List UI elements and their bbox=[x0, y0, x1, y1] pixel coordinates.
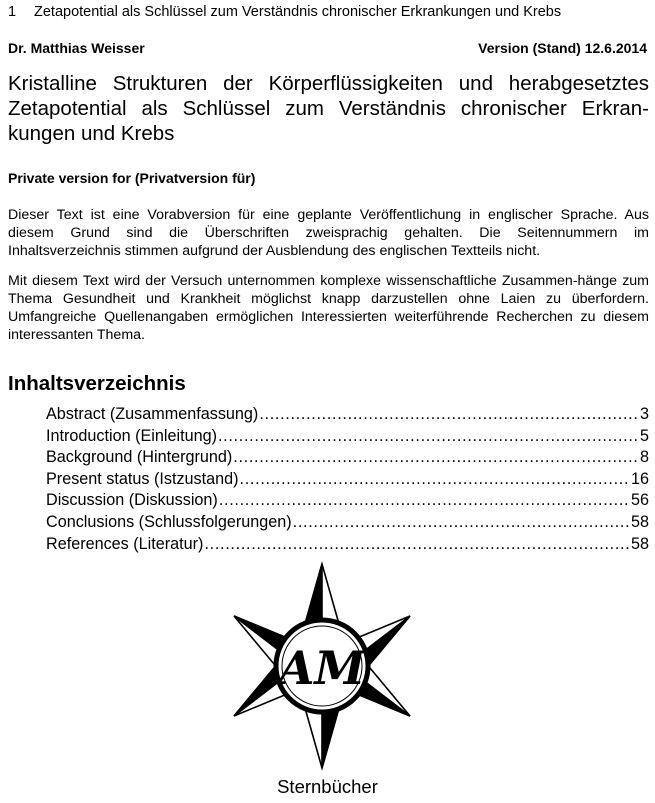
toc-entry-label: Introduction (Einleitung) bbox=[46, 426, 217, 445]
toc-entry[interactable] bbox=[46, 426, 649, 448]
toc-leader bbox=[204, 534, 630, 556]
toc-entry-label: Abstract (Zusammenfassung) bbox=[46, 405, 259, 423]
toc-entry-label: References (Literatur) bbox=[46, 534, 204, 553]
running-head-text: Zetapotential als Schlüssel zum Verständnis chronischer Erkrankungen und Krebs bbox=[34, 4, 562, 20]
version: Version (Stand) 12.6.2014 bbox=[478, 40, 647, 56]
toc-entry[interactable] bbox=[46, 512, 649, 534]
toc-entry[interactable] bbox=[46, 490, 649, 512]
publisher-logo bbox=[226, 560, 418, 772]
toc-entry-label: Background (Hintergrund) bbox=[46, 448, 233, 467]
toc-leader bbox=[233, 447, 639, 469]
toc-entry-label: Conclusions (Schlussfolgerungen) bbox=[46, 512, 292, 531]
logo-monogram: AM bbox=[278, 641, 366, 695]
author: Dr. Matthias Weisser bbox=[8, 40, 145, 56]
toc-entry[interactable] bbox=[46, 404, 649, 426]
toc-entry-page: 3 bbox=[639, 405, 649, 423]
toc-leader bbox=[293, 512, 630, 534]
intro-paragraph: Dieser Text ist eine Vorabversion für eine geplante Veröffentlichung in englischer Sprache. Aus diesem Grund sind die Überschriften zweisprachig gehalten. Die Seitennummern im Inhaltsverzeichnis stimmen aufgrund der Ausblendung des englischen Textteils nicht. bbox=[8, 207, 649, 259]
purpose-paragraph: Mit diesem Text wird der Versuch unternommen komplexe wissenschaftliche Zusammen-hänge zum Thema Gesundheit und Krankheit möglichst knapp darzustellen ohne Laien zu überfordern. Umfangreiche Quellenangaben ermöglichen Interessierten weiterführende Recherchen zu diesem interessanten Thema. bbox=[8, 273, 649, 343]
toc-entry-page: 8 bbox=[639, 448, 649, 467]
toc-entry-label: Present status (Istzustand) bbox=[46, 469, 239, 488]
toc-entry-page: 16 bbox=[630, 469, 649, 488]
toc-heading: Inhaltsverzeichnis bbox=[8, 372, 186, 395]
toc-entry[interactable] bbox=[46, 447, 649, 469]
toc-leader bbox=[218, 426, 639, 448]
toc-leader bbox=[240, 469, 630, 491]
private-version-label: Private version for (Privatversion für) bbox=[8, 170, 256, 186]
toc-entry-page: 5 bbox=[639, 426, 649, 445]
toc-entry[interactable] bbox=[46, 469, 649, 491]
toc-leader bbox=[219, 490, 630, 512]
toc-entry[interactable] bbox=[46, 534, 649, 556]
toc-entry-label: Discussion (Diskussion) bbox=[46, 491, 218, 510]
running-head bbox=[8, 4, 561, 20]
toc-entry-page: 56 bbox=[630, 491, 649, 510]
toc-leader bbox=[259, 404, 639, 426]
toc-entry-page: 58 bbox=[630, 534, 649, 553]
logo-caption: Sternbücher bbox=[277, 776, 378, 797]
meta-row bbox=[8, 40, 647, 56]
document-title: Kristalline Strukturen der Körperflüssigkeiten und herabgesetztes Zetapotential als Schlüssel zum Verständnis chronischer Erkran-kungen und Krebs bbox=[8, 72, 649, 145]
six-pointed-star-monogram-icon bbox=[226, 560, 418, 772]
toc-entry-page: 58 bbox=[630, 512, 649, 531]
table-of-contents bbox=[46, 404, 649, 555]
page-number: 1 bbox=[8, 4, 17, 20]
